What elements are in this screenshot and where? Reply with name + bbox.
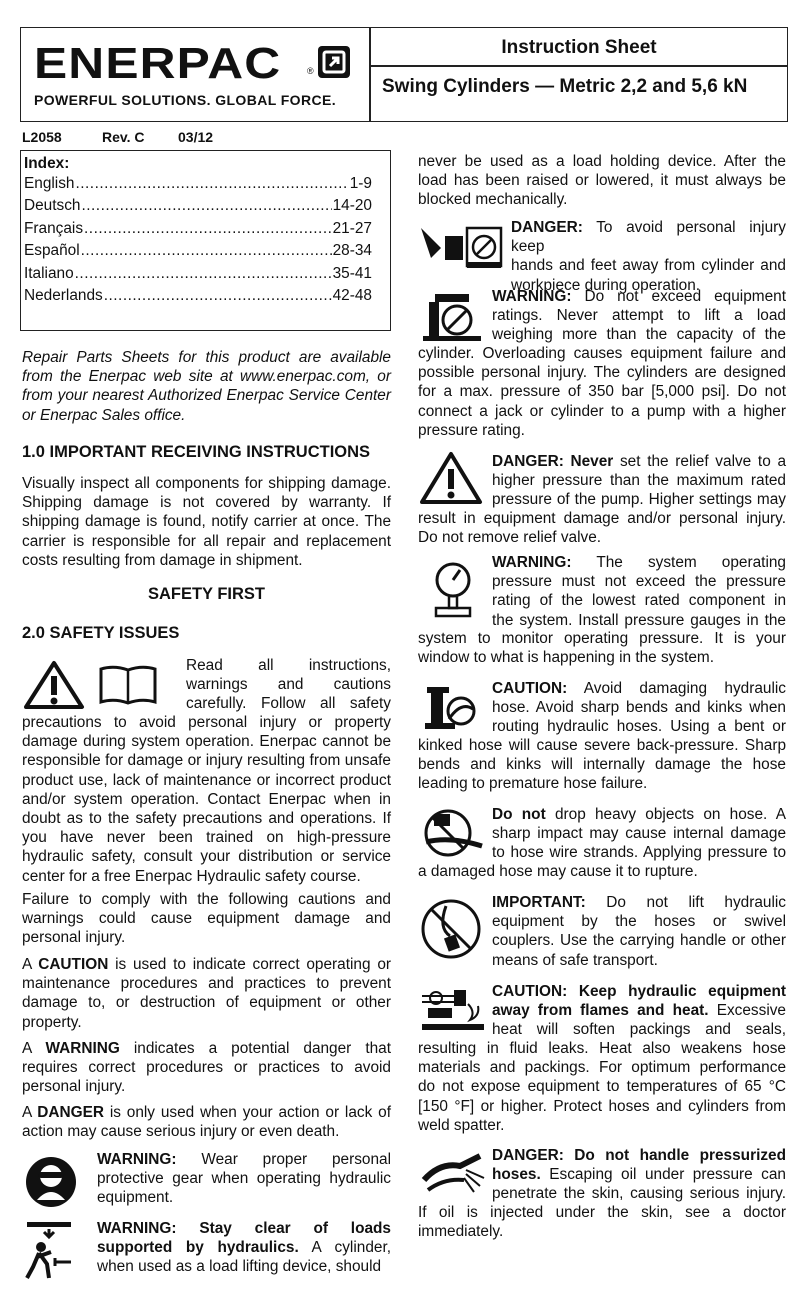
index-leader: [104, 287, 332, 305]
heading-safety-issues: 2.0 SAFETY ISSUES: [22, 624, 180, 642]
receiving-text: [22, 474, 391, 570]
text-line: protective gear when operating hydraulic: [97, 1170, 391, 1188]
danger-relief-narrow: [492, 452, 786, 510]
text-line: supported by hydraulics. A cylinder,: [97, 1239, 391, 1257]
pressurized-hose-icon: [420, 1150, 488, 1196]
text-line: WARNING: The system operating: [492, 554, 786, 571]
index-pages: 35-41: [332, 264, 372, 282]
danger-pressurized-narrow: [492, 1146, 786, 1204]
text-line: means of safe transport.: [492, 951, 658, 969]
text-line: costs resulting from damage in shipment.: [22, 551, 303, 569]
text-line: carefully. Follow all safety: [186, 695, 391, 713]
heading-receiving: 1.0 IMPORTANT RECEIVING INSTRUCTIONS: [22, 443, 371, 461]
text-line: CAUTION: Keep hydraulic equipment: [492, 983, 786, 1000]
index-leader: [84, 220, 332, 238]
text-line: hoses. Escaping oil under pressure can: [492, 1166, 786, 1184]
tagline: POWERFUL SOLUTIONS. GLOBAL FORCE.: [34, 92, 337, 108]
important-lift: [492, 893, 786, 970]
revision: Rev. C: [102, 129, 145, 145]
text-line: immediately.: [418, 1223, 504, 1241]
text-line: maintenance procedures and practices to prevent: [22, 975, 391, 993]
warning-stay-clear: [97, 1219, 391, 1277]
text-line: damage during system operation. Enerpac cannot be: [22, 733, 391, 751]
warning-system-text: [418, 629, 786, 667]
drop-objects-narrow: [492, 805, 786, 863]
drop-objects-text: [418, 862, 786, 881]
danger-definition: [22, 1103, 391, 1141]
text-line: carrier is responsible for all repair and replacement: [22, 532, 391, 550]
index-entry: [21, 265, 390, 287]
registered-mark: ®: [307, 66, 314, 76]
index-leader: [75, 265, 332, 283]
text-line: from your nearest Authorized Enerpac Service Center: [22, 387, 391, 405]
index-pages: 42-48: [332, 286, 372, 304]
text-line: weighing more than the capacity of the: [492, 326, 786, 344]
no-lift-by-hose-icon: [420, 898, 482, 960]
text-line: [150 °F] or higher. Protect hoses and cylinders from: [418, 1097, 786, 1115]
text-line: IMPORTANT: Do not lift hydraulic: [492, 894, 786, 911]
text-line: requires correct procedures or practices to avoid: [22, 1059, 391, 1077]
text-line: result in equipment damage and/or personal injury.: [418, 510, 786, 527]
text-line: when used as a load lifting device, should: [97, 1258, 382, 1276]
text-line: and/or system operation. Contact Enerpac when in: [22, 790, 391, 808]
manual-book-icon: [98, 664, 158, 706]
caution-definition: [22, 955, 391, 1032]
text-line: you have never been trained on high-pressure: [22, 829, 391, 847]
index-leader: [81, 242, 332, 260]
read-instructions-text: [22, 713, 391, 886]
text-line: doubt as to the safety precautions and operations. If: [22, 810, 391, 828]
text-line: DANGER: Do not handle pressurized: [492, 1147, 786, 1164]
text-line: damage to, or destruction of equipment or other: [22, 994, 391, 1012]
danger-pressurized-text: [418, 1203, 786, 1241]
text-line: materials and packings. For optimum performance: [418, 1059, 786, 1077]
text-line: away from flames and heat. Excessive: [492, 1002, 786, 1020]
warning-protective-gear: [97, 1150, 391, 1208]
text-line: WARNING: Stay clear of loads: [97, 1220, 391, 1237]
text-line: A CAUTION is used to indicate correct operating or: [22, 956, 392, 973]
brand-logo: ENERPAC: [34, 39, 282, 88]
falling-load-icon: [25, 1220, 77, 1282]
text-line: hands and feet away from cylinder and: [511, 257, 786, 275]
index-pages: 28-34: [332, 242, 372, 260]
text-line: Repair Parts Sheets for this product are available: [22, 349, 391, 366]
text-line: Visually inspect all components for shipping damage.: [22, 475, 391, 492]
text-line: pressure rating.: [418, 421, 525, 439]
text-line: penetrate the skin, causing serious injury.: [492, 1185, 786, 1203]
text-line: a damaged hose may cause it to rupture.: [418, 863, 698, 880]
text-line: A DANGER is only used when your action or lack of: [22, 1104, 391, 1121]
no-drop-on-hose-icon: [420, 808, 484, 858]
heat-flame-icon: [420, 986, 486, 1034]
warning-exceed-narrow: [492, 287, 786, 345]
danger-relief-text: [418, 509, 786, 547]
text-line: warnings could cause equipment damage and: [22, 910, 391, 928]
text-line: personal injury.: [22, 1078, 126, 1096]
text-line: WARNING: Wear proper personal: [97, 1151, 391, 1168]
index-leader: [81, 197, 331, 215]
text-line: leading to premature hose failure.: [418, 775, 648, 793]
index-entry: [21, 242, 390, 264]
overload-icon: [421, 292, 483, 342]
text-line: never be used as a load holding device. After the: [418, 153, 786, 170]
text-line: window to what is happening in the system.: [418, 649, 715, 667]
danger-triangle-icon: [419, 451, 483, 505]
text-line: equipment by the hoses or swivel: [492, 913, 786, 931]
text-line: Shipping damage is not covered by warranty. If: [22, 494, 391, 512]
header-rule: [370, 65, 788, 67]
read-instructions-narrow: [186, 656, 391, 714]
text-line: bends and kinks will internally damage the hose: [418, 756, 786, 774]
caution-hose-text: [418, 736, 786, 794]
caution-hose-narrow: [492, 679, 786, 737]
text-line: Failure to comply with the following cautions and: [22, 891, 391, 908]
index-pages: 21-27: [332, 219, 372, 237]
document-title: Swing Cylinders — Metric 2,2 and 5,6 kN: [382, 76, 748, 97]
warning-system-narrow: [492, 553, 786, 630]
caution-heat-narrow: [492, 982, 786, 1040]
text-line: WARNING: Do not exceed equipment: [492, 288, 786, 305]
text-line: DANGER: Never set the relief valve to a: [492, 453, 786, 470]
text-line: workpiece during operation.: [511, 276, 701, 294]
text-line: If oil is injected under the skin, see a doctor: [418, 1204, 786, 1221]
text-line: CAUTION: Avoid damaging hydraulic: [492, 680, 786, 697]
doc-number: L2058: [22, 129, 62, 145]
text-line: Read all instructions,: [186, 657, 391, 674]
index-entry: [21, 175, 390, 197]
text-line: kinked hose will cause severe back-pressure. Sharp: [418, 737, 786, 754]
index-language: English: [24, 175, 75, 192]
index-language: Español: [24, 242, 80, 260]
index-pages: 14-20: [332, 197, 372, 215]
text-line: load has been raised or lowered, it must always be: [418, 172, 786, 190]
index-pages: 1-9: [349, 175, 372, 192]
text-line: personal injury.: [22, 929, 126, 947]
text-line: DANGER: To avoid personal injury keep: [511, 219, 786, 256]
text-line: Do not drop heavy objects on hose. A: [492, 806, 786, 823]
text-line: responsible for damage or injury resulting from unsafe: [22, 752, 391, 770]
text-line: system to monitor operating pressure. It is your: [418, 630, 786, 647]
text-line: possible personal injury. The cylinders are designed: [418, 364, 786, 382]
text-line: A WARNING indicates a potential danger that: [22, 1040, 391, 1057]
text-line: rating of the lowest rated component in: [492, 592, 786, 610]
sheet-type: Instruction Sheet: [501, 37, 657, 58]
index-language: Deutsch: [24, 197, 81, 215]
index-entry: [21, 197, 390, 219]
text-line: connect a jack or cylinder to a pump with a higher: [418, 402, 786, 420]
doc-date: 03/12: [178, 129, 214, 145]
text-line: the system. Install pressure gauges in the: [492, 611, 786, 629]
text-line: hose. Avoid sharp bends and kinks when: [492, 699, 786, 717]
index-box: [20, 150, 391, 331]
text-line: for a max. pressure of 350 bar [5,000 psi]. Do not: [418, 383, 786, 401]
pressure-gauge-icon: [430, 561, 476, 619]
text-line: blocked mechanically.: [418, 191, 568, 209]
text-line: pressure of the pump. Higher settings may: [492, 491, 786, 509]
index-leader: [75, 175, 348, 193]
text-line: higher pressure than the maximum rated: [492, 472, 786, 490]
logo-emblem-icon: [318, 46, 350, 78]
text-line: to hose wire strands. Applying pressure to: [492, 844, 786, 862]
text-line: couplers. Use the carrying handle or other: [492, 932, 786, 950]
text-line: heat will soften packings and seals,: [492, 1021, 786, 1039]
text-line: sharp impact may cause internal damage: [492, 825, 786, 843]
text-line: center for a free Enerpac Hydraulic safety course.: [22, 867, 361, 885]
hand-crush-icon: [419, 222, 505, 270]
text-line: or Enerpac Sales office.: [22, 406, 186, 424]
text-line: property.: [22, 1013, 82, 1031]
text-line: equipment.: [97, 1189, 174, 1207]
warning-exceed-text: [418, 344, 786, 440]
continued-text: [418, 152, 786, 210]
text-line: from the Enerpac web site at www.enerpac.com, or: [22, 368, 391, 386]
failure-text: [22, 890, 391, 948]
danger-keep-hands-away: [511, 218, 786, 295]
caution-heat-text: [418, 1039, 786, 1135]
text-line: resulting in fluid leaks. Heat also weakens hose: [418, 1040, 786, 1057]
text-line: hydraulic safety, consult your distribution or service: [22, 848, 391, 866]
index-label: Index:: [24, 155, 70, 172]
text-line: product use, lack of maintenance or incorrect product: [22, 771, 391, 789]
text-line: action may cause serious injury or even death.: [22, 1123, 340, 1141]
hose-bend-icon: [425, 685, 481, 731]
text-line: weld spatter.: [418, 1116, 505, 1134]
text-line: shipping damage is found, notify carrier at once. The: [22, 513, 391, 531]
warning-definition: [22, 1039, 391, 1097]
index-language: Français: [24, 219, 84, 237]
text-line: cylinder. Overloading causes equipment failure and: [418, 345, 786, 362]
text-line: Do not remove relief valve.: [418, 529, 602, 547]
index-entry: [21, 220, 390, 242]
protective-gear-icon: [25, 1156, 77, 1208]
repair-note: [22, 348, 391, 425]
text-line: precautions to avoid personal injury or property: [22, 714, 391, 731]
index-entry: [21, 287, 390, 309]
heading-safety-first: SAFETY FIRST: [147, 585, 266, 603]
text-line: routing hydraulic hoses. Using a bent or: [492, 718, 786, 736]
text-line: warnings and cautions: [186, 676, 391, 694]
text-line: ratings. Never attempt to lift a load: [492, 307, 786, 325]
index-language: Nederlands: [24, 286, 103, 304]
text-line: do not expose equipment to temperatures of 65 °C: [418, 1078, 786, 1096]
warning-triangle-icon: [23, 660, 85, 710]
index-language: Italiano: [24, 264, 74, 282]
text-line: pressure must not exceed the pressure: [492, 573, 786, 591]
